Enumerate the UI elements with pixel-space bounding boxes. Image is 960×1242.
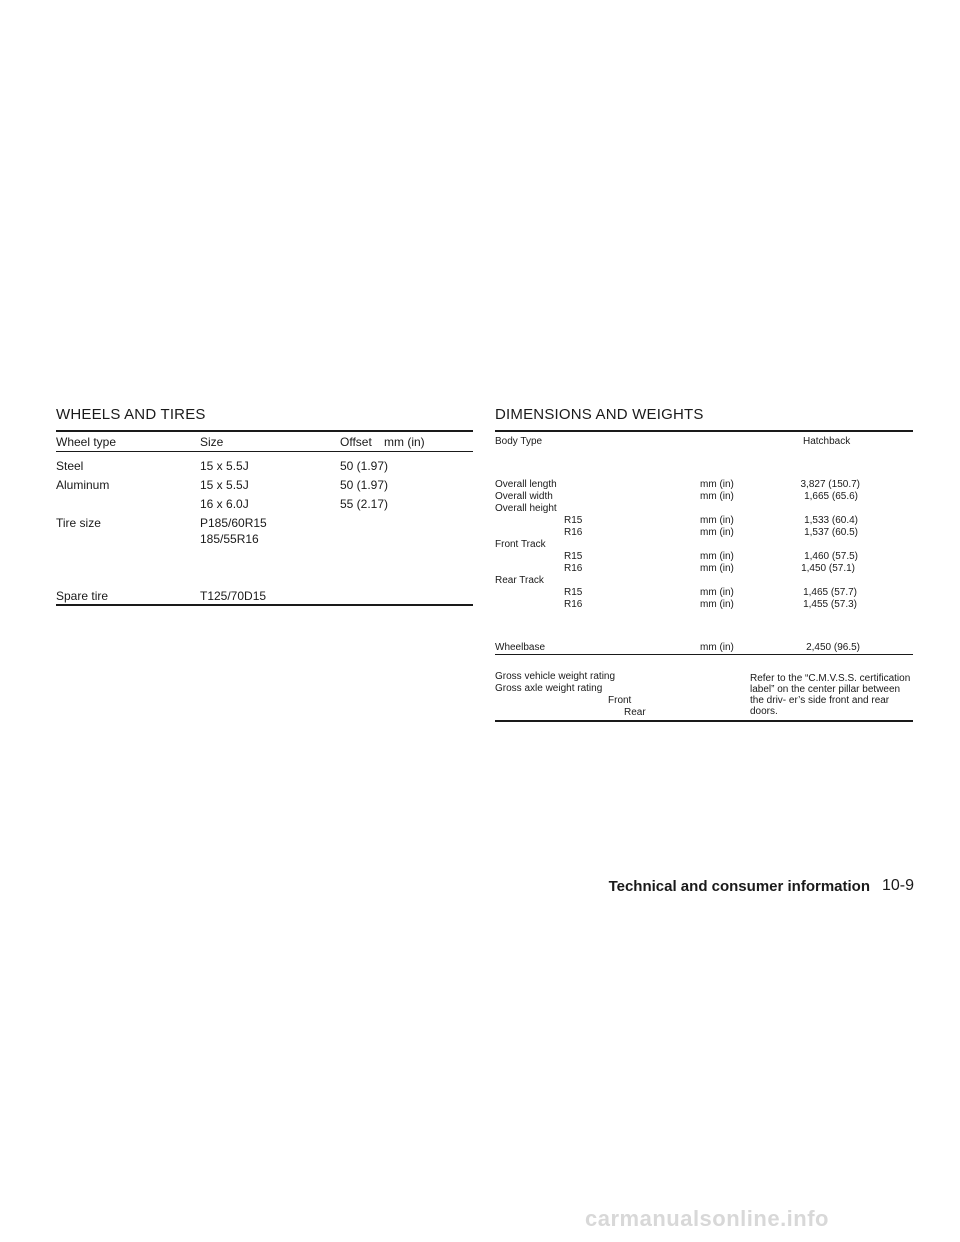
unit-label: mm (in) <box>700 599 734 610</box>
r16-label: R16 <box>564 563 583 574</box>
wheelbase-value: 2,450 (96.5) <box>806 642 860 653</box>
wheels-top-rule <box>56 430 473 432</box>
overall-height-label: Overall height <box>495 503 557 514</box>
overall-length-label: Overall length <box>495 479 557 490</box>
rear-track-label: Rear Track <box>495 575 544 586</box>
wheels-bottom-rule <box>56 604 473 606</box>
r15-label: R15 <box>564 551 583 562</box>
wheel-offset: 50 (1.97) <box>340 478 389 492</box>
front-track-r15: 1,460 (57.5) <box>804 551 858 562</box>
wheel-size: 15 x 5.5J <box>200 459 249 473</box>
front-track-label: Front Track <box>495 539 546 550</box>
tire-size-2: 185/55R16 <box>200 532 259 546</box>
front-axle-label: Front <box>608 695 632 706</box>
wheelbase-label: Wheelbase <box>495 642 546 653</box>
body-type-label: Body Type <box>495 436 543 447</box>
wheel-type: Steel <box>56 459 84 473</box>
r15-label: R15 <box>564 515 583 526</box>
page-number: 10-9 <box>882 877 915 894</box>
wheelbase-rule <box>495 654 913 655</box>
wheel-type: Aluminum <box>56 478 110 492</box>
unit-label: mm (in) <box>700 551 734 562</box>
watermark: carmanualsonline.info <box>585 1206 829 1231</box>
body-type-value: Hatchback <box>803 436 851 447</box>
overall-width-label: Overall width <box>495 491 553 502</box>
wheel-offset: 55 (2.17) <box>340 497 389 511</box>
r15-label: R15 <box>564 587 583 598</box>
dimensions-bottom-rule <box>495 720 913 722</box>
overall-length-value: 3,827 (150.7) <box>800 479 860 490</box>
col-offset: Offset <box>340 435 372 449</box>
spare-tire-label: Spare tire <box>56 589 109 603</box>
overall-height-r15: 1,533 (60.4) <box>804 515 858 526</box>
tire-size-1: P185/60R15 <box>200 516 267 530</box>
rear-axle-label: Rear <box>624 707 646 718</box>
wheel-size: 16 x 6.0J <box>200 497 249 511</box>
col-wheel-type: Wheel type <box>56 435 117 449</box>
unit-label: mm (in) <box>700 587 734 598</box>
rear-track-r15: 1,465 (57.7) <box>803 587 857 598</box>
unit-label: mm (in) <box>700 515 734 526</box>
unit-label: mm (in) <box>700 479 734 490</box>
wheels-heading: WHEELS AND TIRES <box>56 406 206 423</box>
dimensions-top-rule <box>495 430 913 432</box>
unit-label: mm (in) <box>700 527 734 538</box>
wheel-offset: 50 (1.97) <box>340 459 389 473</box>
rear-track-r16: 1,455 (57.3) <box>803 599 857 610</box>
wheel-size: 15 x 5.5J <box>200 478 249 492</box>
gawr-label: Gross axle weight rating <box>495 683 603 694</box>
spare-tire-size: T125/70D15 <box>200 589 267 603</box>
r16-label: R16 <box>564 527 583 538</box>
overall-height-r16: 1,537 (60.5) <box>804 527 858 538</box>
footer-section-title: Technical and consumer information <box>608 878 870 895</box>
col-size: Size <box>200 435 224 449</box>
dimensions-heading: DIMENSIONS AND WEIGHTS <box>495 406 704 423</box>
unit-label: mm (in) <box>700 491 734 502</box>
tire-size-label: Tire size <box>56 516 101 530</box>
overall-width-value: 1,665 (65.6) <box>804 491 858 502</box>
col-unit: mm (in) <box>384 435 425 449</box>
front-track-r16: 1,450 (57.1) <box>801 563 855 574</box>
weight-note: Refer to the “C.M.V.S.S. certification label” on the center pillar between the driv- er’s side front and rear doors. <box>750 673 911 717</box>
gvwr-label: Gross vehicle weight rating <box>495 671 616 682</box>
r16-label: R16 <box>564 599 583 610</box>
unit-label: mm (in) <box>700 642 734 653</box>
wheels-header-rule <box>56 451 473 452</box>
unit-label: mm (in) <box>700 563 734 574</box>
